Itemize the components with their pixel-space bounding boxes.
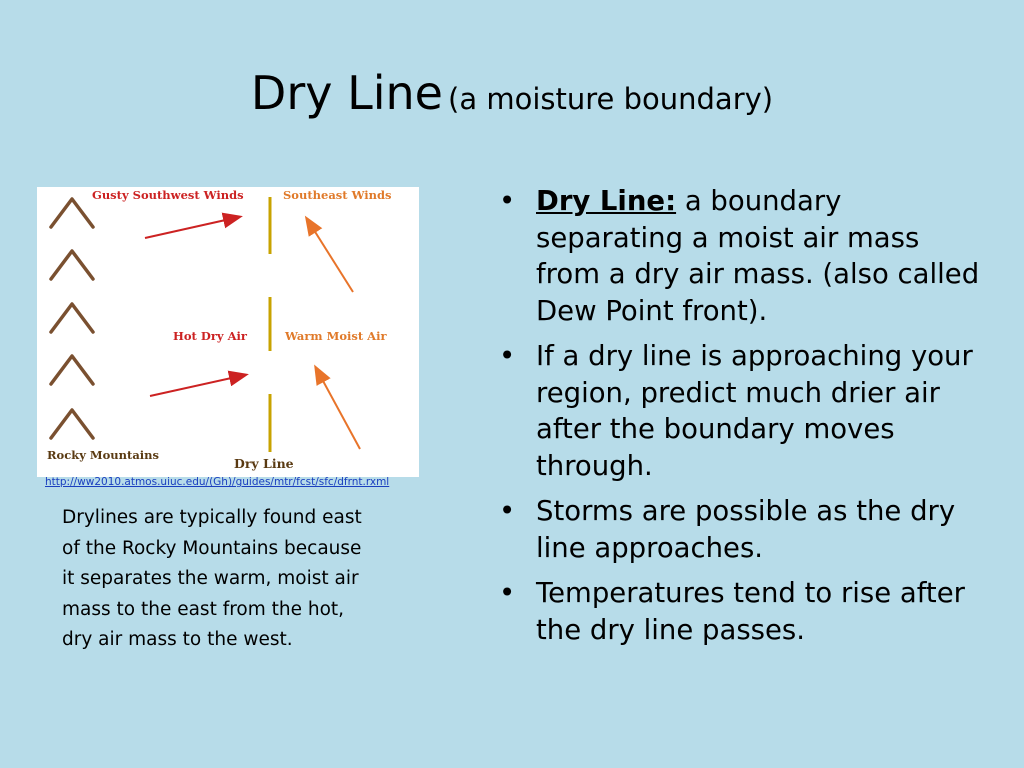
label-gusty-southwest-winds: Gusty Southwest Winds — [92, 188, 244, 202]
diagram-svg — [37, 187, 419, 477]
bullet-text: Storms are possible as the dry line approaches. — [536, 495, 956, 564]
diagram-caption: Drylines are typically found east of the Rocky Mountains because it separates the warm, moist air mass to the east from the hot, dry air mass to the west. — [62, 507, 362, 650]
bullet-item — [497, 183, 987, 329]
bullet-item — [497, 575, 987, 648]
mountain-icon — [51, 356, 93, 384]
mountain-icon — [51, 251, 93, 279]
southwest-wind-arrow — [150, 375, 245, 396]
southeast-wind-arrow — [307, 219, 353, 292]
label-dry-line: Dry Line — [234, 456, 294, 471]
label-rocky-mountains: Rocky Mountains — [47, 448, 159, 462]
source-link[interactable]: http://ww2010.atmos.uiuc.edu/(Gh)/guides/mtr/fcst/sfc/dfrnt.rxml — [45, 476, 390, 488]
mountain-icon — [51, 410, 93, 438]
label-hot-dry-air: Hot Dry Air — [173, 329, 247, 343]
southwest-wind-arrow — [145, 217, 239, 238]
mountain-icon — [51, 199, 93, 227]
bullet-text: Temperatures tend to rise after the dry line passes. — [536, 577, 965, 646]
slide-title — [0, 66, 1024, 120]
southeast-wind-arrow — [316, 368, 360, 449]
title-main: Dry Line — [250, 66, 443, 120]
label-warm-moist-air: Warm Moist Air — [285, 329, 387, 343]
mountain-icon — [51, 304, 93, 332]
bullet-item — [497, 338, 987, 484]
bullet-text: a boundary separating a moist air mass from a dry air mass. (also called Dew Point front). — [536, 185, 980, 327]
bullet-text: If a dry line is approaching your region, predict much drier air after the boundary moves through. — [536, 340, 973, 482]
dry-line-diagram — [37, 187, 419, 477]
label-southeast-winds: Southeast Winds — [283, 188, 392, 202]
title-subtitle: (a moisture boundary) — [448, 82, 774, 116]
bullet-term: Dry Line: — [536, 185, 677, 217]
bullet-list — [497, 183, 987, 657]
bullet-item — [497, 493, 987, 566]
